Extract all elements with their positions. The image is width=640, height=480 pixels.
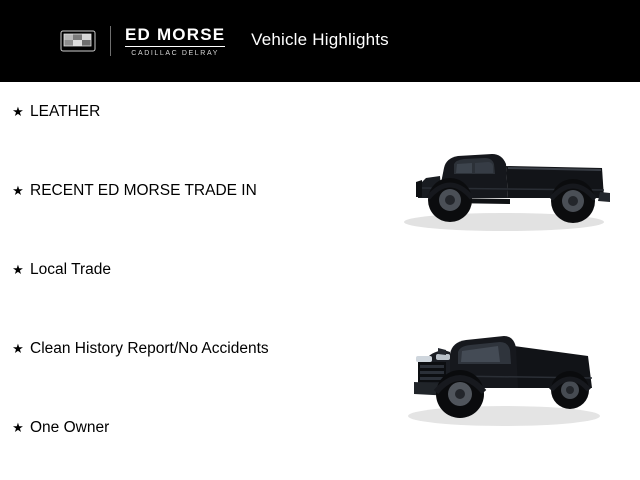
star-bullet-icon: ★ [12, 341, 24, 356]
vehicle-photo-side-view [388, 94, 620, 268]
list-item-label: Clean History Report/No Accidents [30, 340, 269, 357]
list-item-label: Local Trade [30, 261, 111, 278]
list-item-label: One Owner [30, 419, 110, 436]
star-bullet-icon: ★ [12, 183, 24, 198]
page-body [0, 82, 640, 480]
page-header [0, 0, 640, 82]
list-item [10, 412, 380, 480]
star-bullet-icon: ★ [12, 104, 24, 119]
dealer-name-primary: ED MORSE [125, 24, 226, 44]
star-bullet-icon: ★ [12, 420, 24, 435]
vehicle-photo-front-three-quarter [388, 284, 620, 458]
vehicle-highlights-list [0, 82, 380, 480]
list-item-label: RECENT ED MORSE TRADE IN [30, 182, 257, 199]
dealer-name-rule [125, 46, 225, 47]
cadillac-crest-icon [60, 28, 96, 54]
list-item [10, 96, 380, 175]
brand-divider [110, 26, 111, 56]
list-item-label: LEATHER [30, 103, 101, 120]
list-item [10, 175, 380, 254]
dealer-name [125, 26, 225, 57]
list-item [10, 254, 380, 333]
page-title: Vehicle Highlights [251, 30, 389, 49]
dealer-branding [60, 26, 225, 57]
dealer-name-secondary: CADILLAC DELRAY [131, 49, 219, 57]
star-bullet-icon: ★ [12, 262, 24, 277]
list-item [10, 333, 380, 412]
